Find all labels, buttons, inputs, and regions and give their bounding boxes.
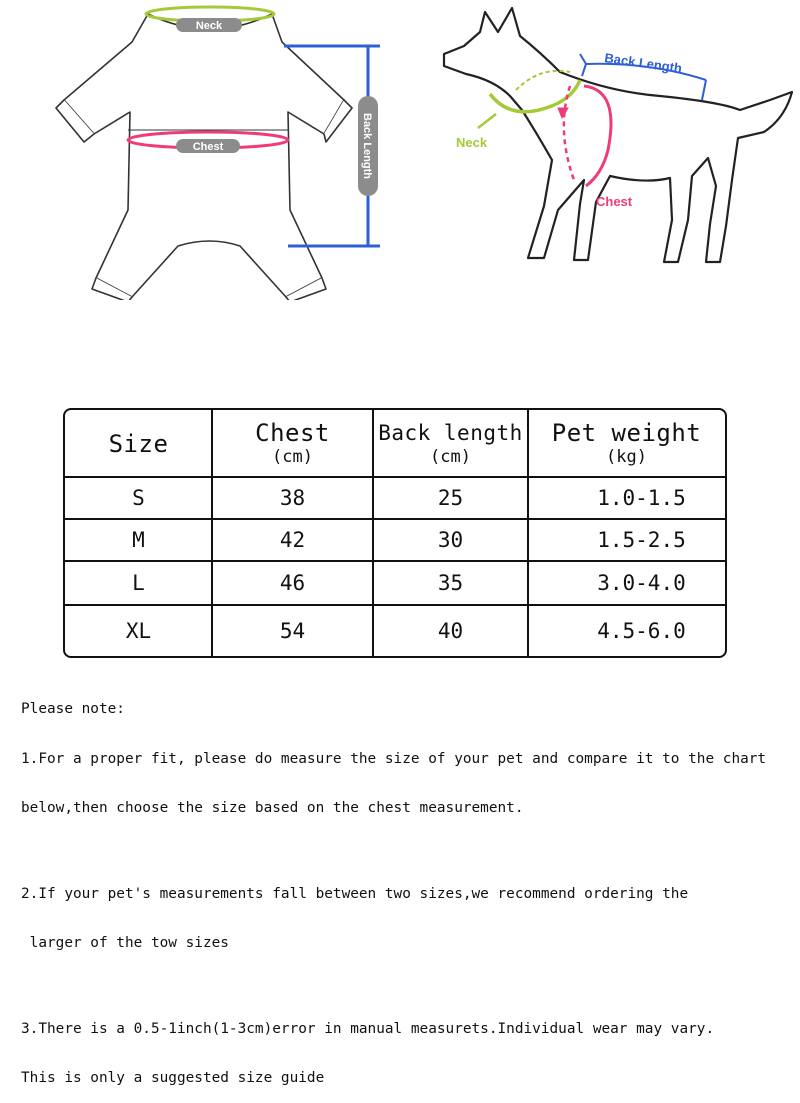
cell-back-length: 35 — [437, 571, 464, 595]
dog-back-length-label: Back Length — [603, 50, 683, 76]
cell-pet-weight: 4.5-6.0 — [597, 618, 686, 643]
cell-back-length: 40 — [437, 618, 464, 643]
header-back-length-unit: (cm) — [430, 446, 471, 467]
neck-label: Neck — [195, 20, 223, 32]
note-line: This is only a suggested size guide — [21, 1070, 325, 1086]
note-line: 2.If your pet's measurements fall between two sizes,we recommend ordering the — [21, 885, 689, 902]
table-row — [65, 477, 725, 519]
garment-measurement-diagram — [0, 0, 400, 300]
cell-pet-weight: 3.0-4.0 — [597, 571, 686, 595]
header-pet-weight-label: Pet weight — [551, 418, 702, 447]
dog-silhouette — [444, 8, 792, 262]
table-divider — [65, 476, 725, 478]
cell-size: S — [132, 486, 145, 510]
table-header-row — [65, 410, 725, 477]
cell-size: L — [132, 571, 145, 595]
cell-pet-weight: 1.0-1.5 — [597, 486, 686, 510]
cell-chest: 38 — [279, 486, 306, 510]
header-back-length — [373, 410, 528, 477]
note-line: below,then choose the size based on the chest measurement. — [21, 800, 524, 816]
header-chest-unit: (cm) — [272, 446, 313, 467]
chest-label: Chest — [192, 141, 224, 153]
header-back-length-label: Back length — [378, 420, 523, 445]
table-row — [65, 605, 725, 656]
table-divider — [65, 604, 725, 606]
cell-size: M — [132, 528, 145, 552]
size-guide-notes — [21, 668, 796, 1103]
cell-back-length: 30 — [437, 528, 464, 552]
back-length-label: Back Length — [361, 112, 373, 180]
garment-outline — [56, 14, 352, 300]
header-pet-weight — [528, 410, 725, 477]
cell-chest: 42 — [279, 528, 306, 552]
table-divider — [65, 560, 725, 562]
cell-back-length: 25 — [437, 486, 464, 510]
cell-size: XL — [125, 618, 152, 643]
cell-pet-weight: 1.5-2.5 — [597, 528, 686, 552]
table-row — [65, 519, 725, 561]
header-chest-label: Chest — [255, 418, 330, 447]
dog-measurement-diagram — [420, 0, 800, 300]
notes-title: Please note: — [21, 701, 125, 717]
table-divider — [527, 410, 529, 656]
dog-neck-label: Neck — [456, 135, 488, 150]
dog-chest-label: Chest — [596, 194, 633, 209]
table-divider — [211, 410, 213, 656]
table-row — [65, 561, 725, 605]
cell-chest: 54 — [279, 618, 306, 643]
note-line: larger of the tow sizes — [21, 935, 229, 951]
note-line: 1.For a proper fit, please do measure the size of your pet and compare it to the chart — [21, 750, 767, 767]
table-divider — [65, 518, 725, 520]
table-divider — [372, 410, 374, 656]
header-chest — [212, 410, 373, 477]
cell-chest: 46 — [279, 571, 306, 595]
note-line: 3.There is a 0.5-1inch(1-3cm)error in manual measurets.Individual wear may vary. — [21, 1020, 715, 1037]
header-size-label: Size — [108, 429, 169, 458]
header-size — [65, 410, 212, 477]
header-pet-weight-unit: (kg) — [606, 446, 647, 467]
size-chart-table — [63, 408, 727, 658]
